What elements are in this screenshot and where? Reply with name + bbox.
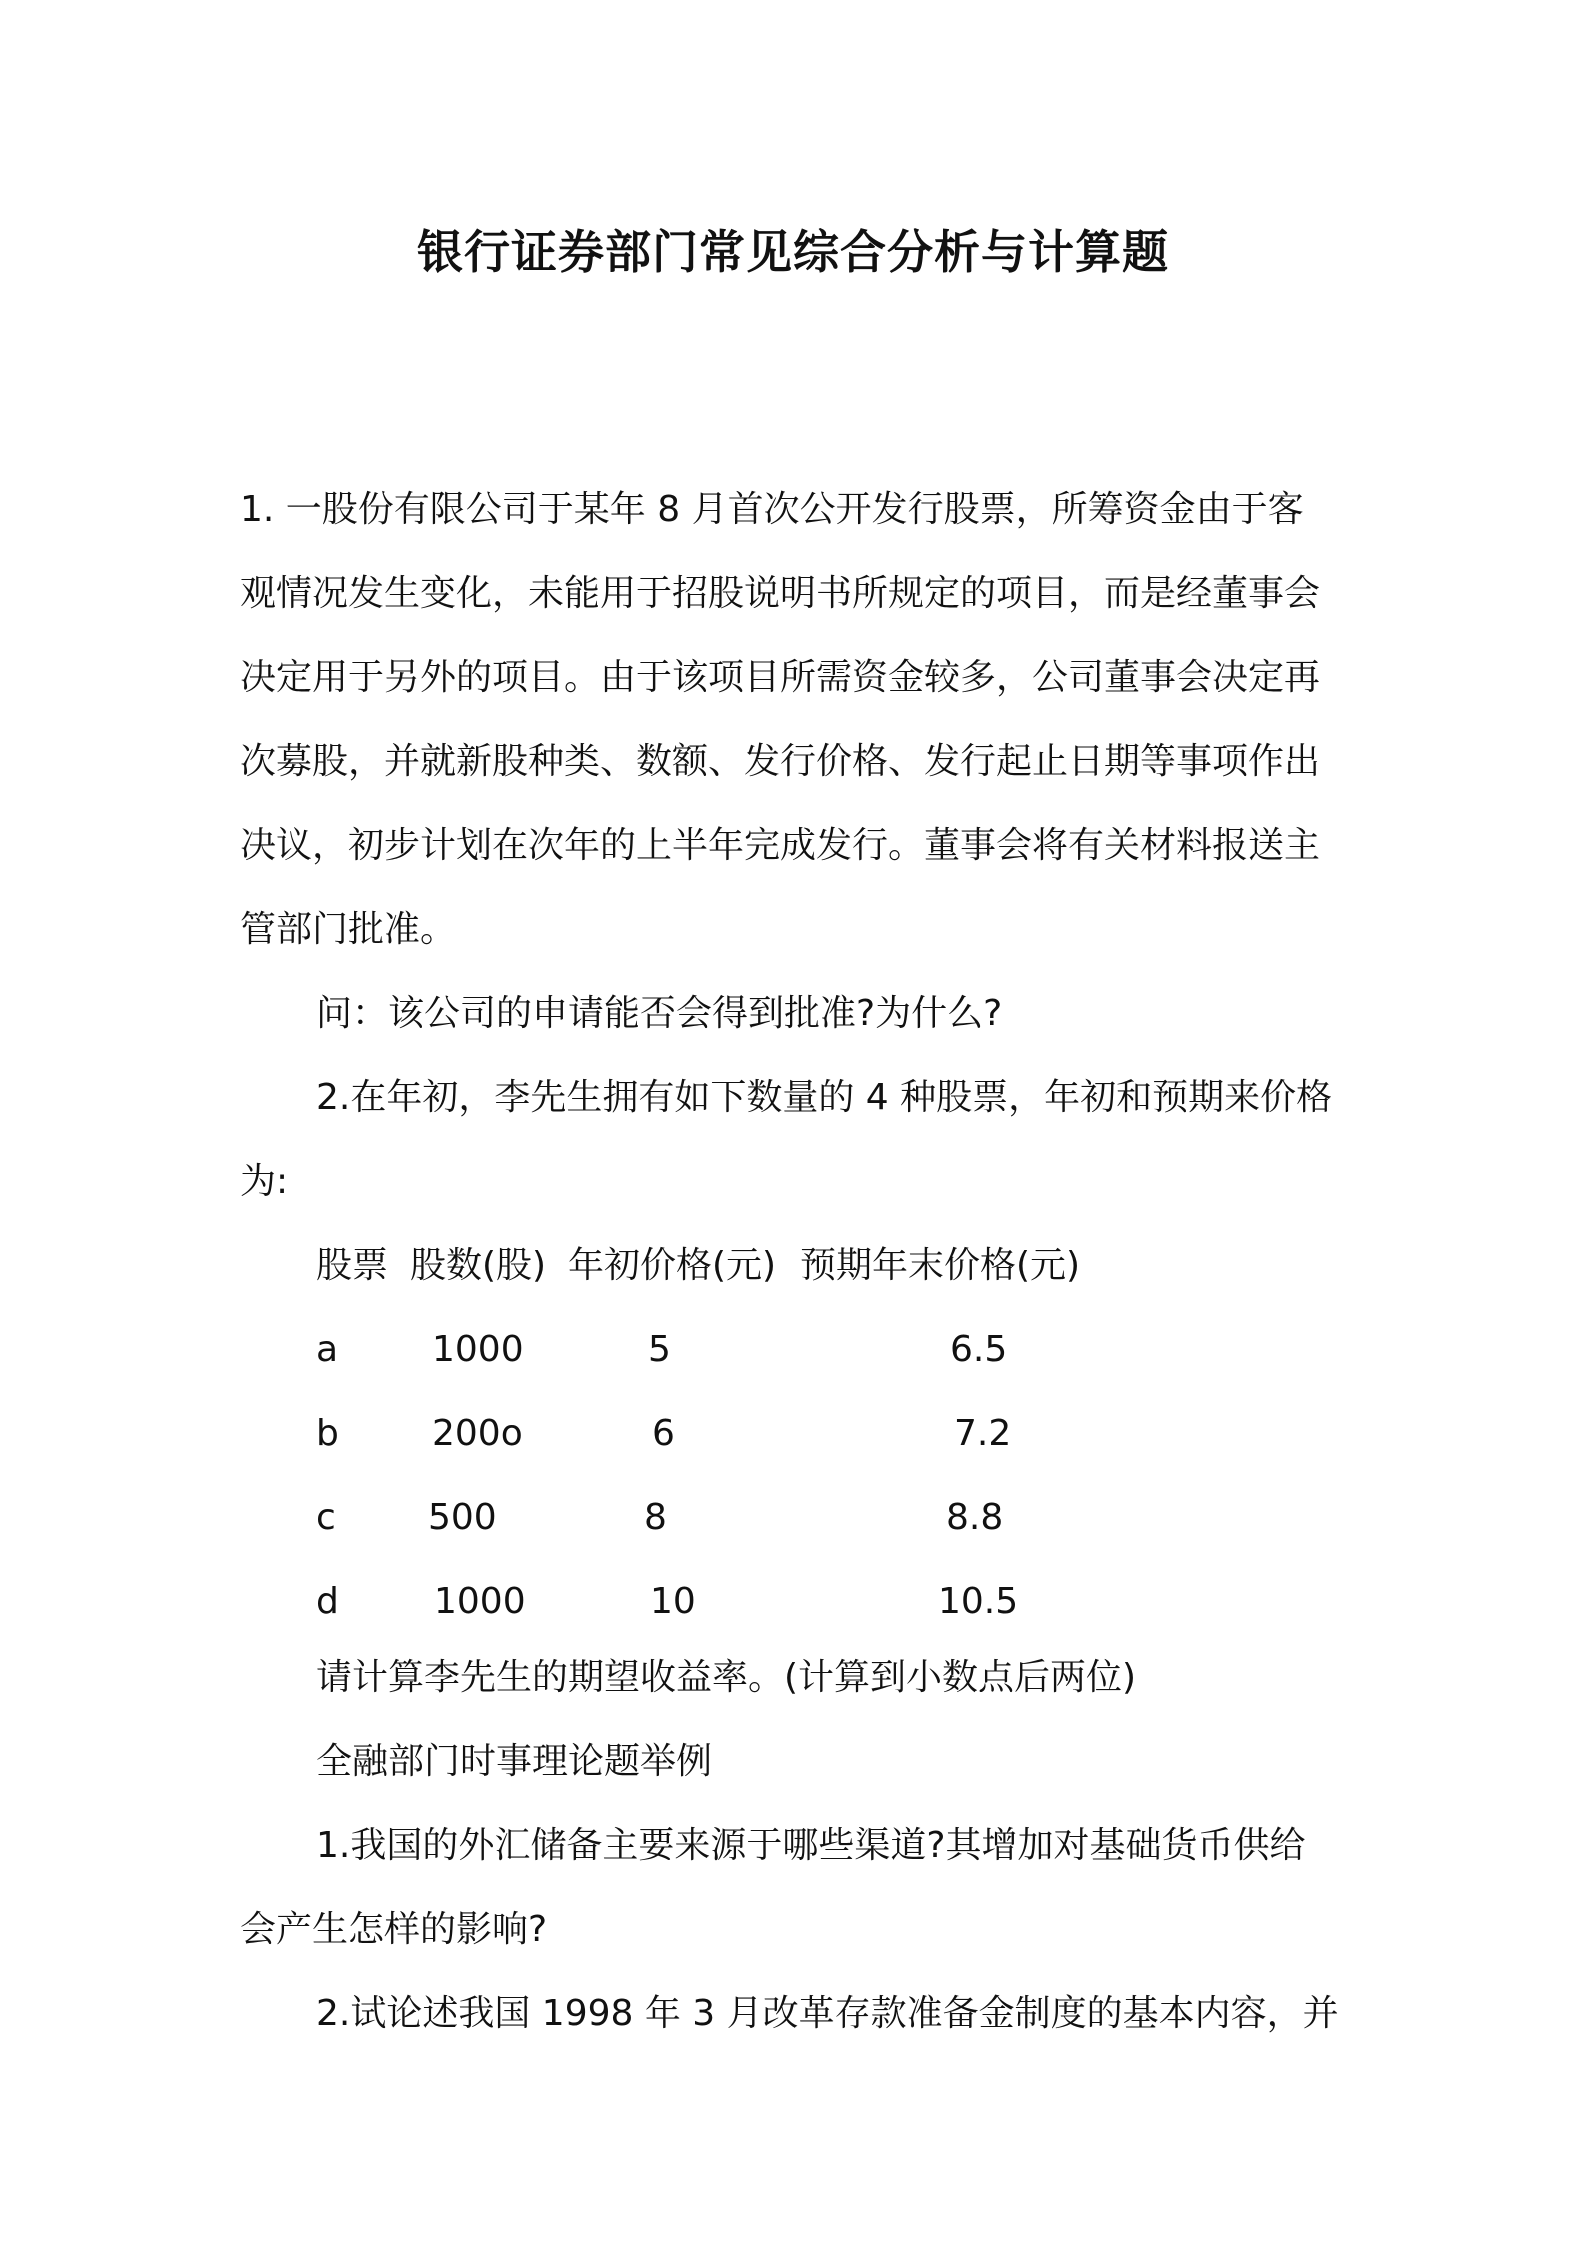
table-cell-stock: a [316,1329,339,1370]
table-cell-shares: 500 [428,1497,497,1538]
table-header-end-price: 预期年末价格(元) [800,1245,1081,1286]
q1-line-2: 观情况发生变化，未能用于招股说明书所规定的项目，而是经董事会 [240,573,1321,614]
table-cell-end-price: 10.5 [938,1581,1019,1622]
section2-heading: 全融部门时事理论题举例 [316,1741,713,1782]
table-cell-stock: d [316,1581,339,1622]
q2-line-2: 为: [240,1161,289,1202]
section2-item2-line1: 2.试论述我国 1998 年 3 月改革存款准备金制度的基本内容，并 [316,1993,1339,2034]
table-header-start-price: 年初价格(元) [568,1245,777,1286]
table-cell-start-price: 5 [648,1329,671,1370]
page-title: 银行证券部门常见综合分析与计算题 [417,225,1169,279]
table-cell-end-price: 6.5 [950,1329,1008,1370]
table-header-stock: 股票 [316,1245,389,1286]
table-cell-shares: 1000 [432,1329,524,1370]
table-cell-end-price: 7.2 [954,1413,1012,1454]
q1-line-3: 决定用于另外的项目。由于该项目所需资金较多，公司董事会决定再 [240,657,1321,698]
table-header-shares: 股数(股) [410,1245,547,1286]
q2-instruction: 请计算李先生的期望收益率。(计算到小数点后两位) [316,1657,1137,1698]
q2-line-1: 2.在年初，李先生拥有如下数量的 4 种股票，年初和预期来价格 [316,1077,1333,1118]
table-cell-start-price: 6 [652,1413,675,1454]
section2-item1-line2: 会产生怎样的影响? [240,1909,548,1950]
table-cell-shares: 1000 [434,1581,526,1622]
q1-line-4: 次募股，并就新股种类、数额、发行价格、发行起止日期等事项作出 [240,741,1321,782]
table-cell-stock: c [316,1497,336,1538]
q1-line-5: 决议，初步计划在次年的上半年完成发行。董事会将有关材料报送主 [240,825,1321,866]
table-cell-start-price: 8 [644,1497,667,1538]
q1-line-1: 1. 一股份有限公司于某年 8 月首次公开发行股票，所筹资金由于客 [240,489,1304,530]
table-cell-stock: b [316,1413,339,1454]
q1-question: 问：该公司的申请能否会得到批准?为什么? [316,993,1003,1034]
q1-line-6: 管部门批准。 [240,909,457,950]
table-cell-start-price: 10 [650,1581,696,1622]
table-cell-end-price: 8.8 [946,1497,1004,1538]
section2-item1-line1: 1.我国的外汇储备主要来源于哪些渠道?其增加对基础货币供给 [316,1825,1306,1866]
table-cell-shares: 200o [432,1413,523,1454]
